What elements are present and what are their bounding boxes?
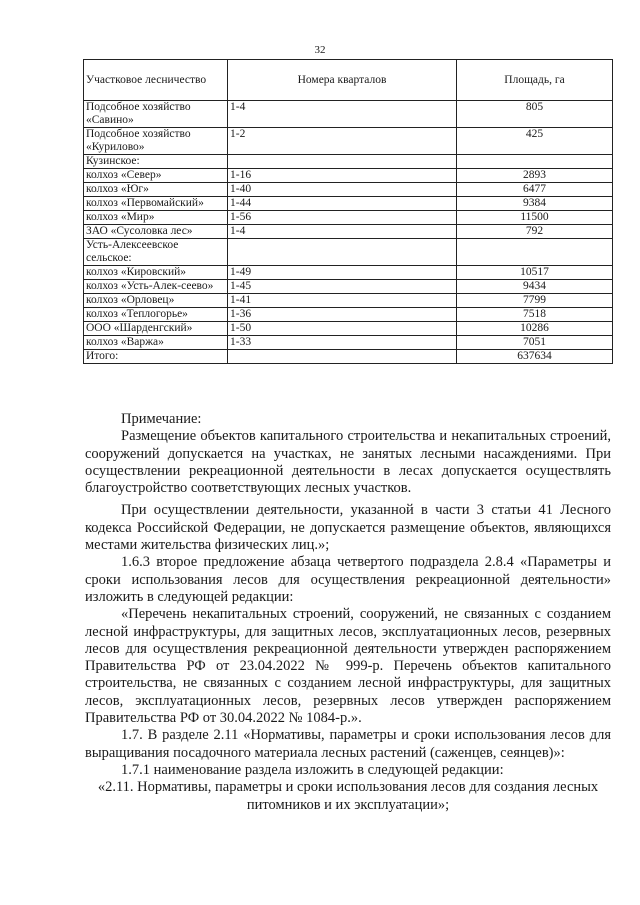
table-row: [84, 128, 613, 155]
district-cell: колхоз «Теплогорье»: [84, 308, 228, 322]
quarters-cell: 1-2: [228, 128, 457, 155]
area-cell: 805: [457, 101, 613, 128]
table-row: [84, 169, 613, 183]
table-row: [84, 266, 613, 280]
table-row: [84, 294, 613, 308]
quarters-cell: 1-4: [228, 225, 457, 239]
area-cell: 9384: [457, 197, 613, 211]
table-header-row: [84, 60, 613, 101]
table-body: [84, 101, 613, 364]
district-cell: колхоз «Усть-Алек-сеево»: [84, 280, 228, 294]
paragraph-1-7: 1.7. В разделе 2.11 «Нормативы, параметры и сроки использования лесов для выращивания посадочного материала лесных растений (саженцев, сеянцев)»:: [85, 727, 611, 761]
area-cell: 7051: [457, 336, 613, 350]
area-cell: 425: [457, 128, 613, 155]
header-district: Участковое лесничество: [84, 60, 228, 101]
district-cell: колхоз «Первомайский»: [84, 197, 228, 211]
district-cell: Подсобное хозяйство «Савино»: [84, 101, 228, 128]
district-cell: колхоз «Юг»: [84, 183, 228, 197]
table-row: [84, 197, 613, 211]
area-cell: 10517: [457, 266, 613, 280]
district-cell: Кузинское:: [84, 155, 228, 169]
district-cell: Подсобное хозяйство «Курилово»: [84, 128, 228, 155]
area-cell: 7518: [457, 308, 613, 322]
quarters-cell: 1-50: [228, 322, 457, 336]
page-number: 32: [314, 44, 326, 56]
quarters-cell: 1-45: [228, 280, 457, 294]
quarters-cell: [228, 350, 457, 364]
table-row: [84, 280, 613, 294]
area-cell: 2893: [457, 169, 613, 183]
district-cell: колхоз «Кировский»: [84, 266, 228, 280]
quarters-cell: 1-4: [228, 101, 457, 128]
table-row: [84, 225, 613, 239]
paragraph-1-6-3: 1.6.3 второе предложение абзаца четвертого подраздела 2.8.4 «Параметры и сроки использования лесов для осуществления рекреационной деятельности» изложить в следующей редакции:: [85, 554, 611, 605]
district-cell: колхоз «Мир»: [84, 211, 228, 225]
district-cell: колхоз «Орловец»: [84, 294, 228, 308]
note-title: Примечание:: [121, 411, 202, 427]
district-cell: колхоз «Север»: [84, 169, 228, 183]
district-cell: Итого:: [84, 350, 228, 364]
table-row: [84, 239, 613, 266]
area-cell: [457, 239, 613, 266]
district-cell: ЗАО «Сусоловка лес»: [84, 225, 228, 239]
area-cell: 9434: [457, 280, 613, 294]
area-cell: 6477: [457, 183, 613, 197]
area-cell: 7799: [457, 294, 613, 308]
area-cell: 10286: [457, 322, 613, 336]
quarters-cell: 1-56: [228, 211, 457, 225]
quarters-cell: 1-33: [228, 336, 457, 350]
quarters-cell: 1-49: [228, 266, 457, 280]
quarters-cell: 1-44: [228, 197, 457, 211]
quarters-cell: 1-41: [228, 294, 457, 308]
header-quarters: Номера кварталов: [228, 60, 457, 101]
forest-districts-table: [83, 59, 613, 364]
table-row: [84, 101, 613, 128]
table-row: [84, 322, 613, 336]
quarters-cell: 1-40: [228, 183, 457, 197]
note-body: Размещение объектов капитального строительства и некапитальных строений, сооружений допускается на участках, не занятых лесными насаждениями. При осуществлении рекреационной деятельности в лесах допускается осуществлять благоустройство соответствующих лесных участков.: [85, 428, 611, 497]
table-row: [84, 155, 613, 169]
body-text: [85, 411, 611, 814]
area-cell: 637634: [457, 350, 613, 364]
paragraph-1-7-1: 1.7.1 наименование раздела изложить в следующей редакции:: [121, 761, 504, 778]
header-area: Площадь, га: [457, 60, 613, 101]
table-row: [84, 350, 613, 364]
table-row: [84, 336, 613, 350]
table-row: [84, 211, 613, 225]
paragraph-list-quote: «Перечень некапитальных строений, сооружений, не связанных с созданием лесной инфраструктуры, для защитных лесов, эксплуатационных лесов, резервных лесов для осуществления рекреационной деятельности утвержден распоряжением Правительства РФ от 23.04.2022 № 999-р. Перечень объектов капитального строительства, не связанных с созданием лесной инфраструктуры, для защитных лесов, эксплуатационных лесов, резервных лесов утвержден распоряжением Правительства РФ от 30.04.2022 № 1084-р.».: [85, 606, 611, 727]
table-row: [84, 308, 613, 322]
district-cell: Усть-Алексеевское сельское:: [84, 239, 228, 266]
quarters-cell: 1-36: [228, 308, 457, 322]
quarters-cell: 1-16: [228, 169, 457, 183]
table-row: [84, 183, 613, 197]
district-cell: ООО «Шарденгский»: [84, 322, 228, 336]
district-cell: колхоз «Варжа»: [84, 336, 228, 350]
area-cell: 11500: [457, 211, 613, 225]
area-cell: 792: [457, 225, 613, 239]
quarters-cell: [228, 239, 457, 266]
paragraph-section-title: «2.11. Нормативы, параметры и сроки использования лесов для создания лесных питомников и их эксплуатации»;: [97, 779, 599, 813]
quarters-cell: [228, 155, 457, 169]
paragraph-activity: При осуществлении деятельности, указанной в части 3 статьи 41 Лесного кодекса Российской Федерации, не допускается размещение объектов, являющихся местами жительства физических лиц.»;: [85, 502, 611, 554]
area-cell: [457, 155, 613, 169]
